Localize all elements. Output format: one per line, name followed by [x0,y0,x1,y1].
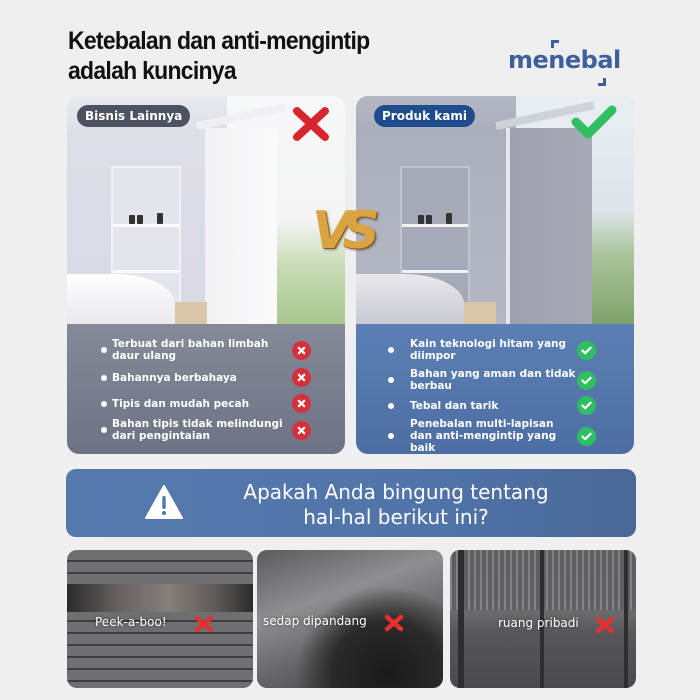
competitor-badge: Bisnis Lainnya [77,105,190,127]
thick-gray-blind [506,128,592,324]
bullet-icon [101,347,107,353]
logo-bracket-bottom-icon [598,78,606,86]
red-x-icon [595,616,615,634]
red-x-circle-icon [292,421,311,440]
green-check-circle-icon [577,371,596,390]
green-check-circle-icon [577,427,596,446]
green-check-circle-icon [577,341,596,360]
competitor-feature-list [67,324,345,454]
competitor-card [67,96,345,454]
bullet-icon [388,347,394,353]
bullet-icon [101,401,107,407]
feature-item: Terbuat dari bahan limbah daur ulang [101,338,311,362]
feature-item: Kain teknologi hitam yang diimpor [388,338,596,362]
bullet-icon [388,433,394,439]
bullet-icon [101,375,107,381]
banner-question: Apakah Anda bingung tentang hal-hal berikut ini? [243,480,549,529]
peeking-eyes-photo [67,584,253,612]
red-x-icon [291,106,331,142]
vs-emblem: VS [312,201,370,261]
warning-triangle-icon [144,484,184,520]
brand-name: menebal [508,46,621,74]
problem-tile-private-space: ruang pribadi [450,550,636,688]
brand-logo [508,38,621,90]
feature-item: Tebal dan tarik [388,396,596,415]
question-banner [66,469,636,537]
problem-tile-view: sedap dipandang [257,550,443,688]
bullet-icon [388,403,394,409]
competitor-bathroom-photo [67,96,345,324]
red-x-circle-icon [292,394,311,413]
our-product-feature-list [356,324,634,454]
bullet-icon [388,377,394,383]
green-check-icon [570,104,618,140]
headline-line-1: Ketebalan dan anti-mengintip [68,27,370,55]
red-x-circle-icon [292,368,311,387]
feature-item: Bahannya berbahaya [101,368,311,387]
headline-line-2: adalah kuncinya [68,57,236,85]
green-check-circle-icon [577,396,596,415]
feature-item: Penebalan multi-lapisan dan anti-mengintip yang baik [388,418,596,454]
bullet-icon [101,427,107,433]
red-x-icon [384,614,404,632]
thin-white-blind [205,128,277,324]
red-x-circle-icon [292,341,311,360]
feature-item: Bahan yang aman dan tidak berbau [388,368,596,392]
our-product-bathroom-photo [356,96,634,324]
page-headline [68,26,369,86]
red-x-icon [194,615,214,633]
problem-tile-peek-a-boo: Peek-a-boo! [67,550,253,688]
our-product-badge: Produk kami [374,105,475,127]
feature-item: Tipis dan mudah pecah [101,394,311,413]
feature-item: Bahan tipis tidak melindungi dari pengintaian [101,418,311,442]
our-product-card [356,96,634,454]
